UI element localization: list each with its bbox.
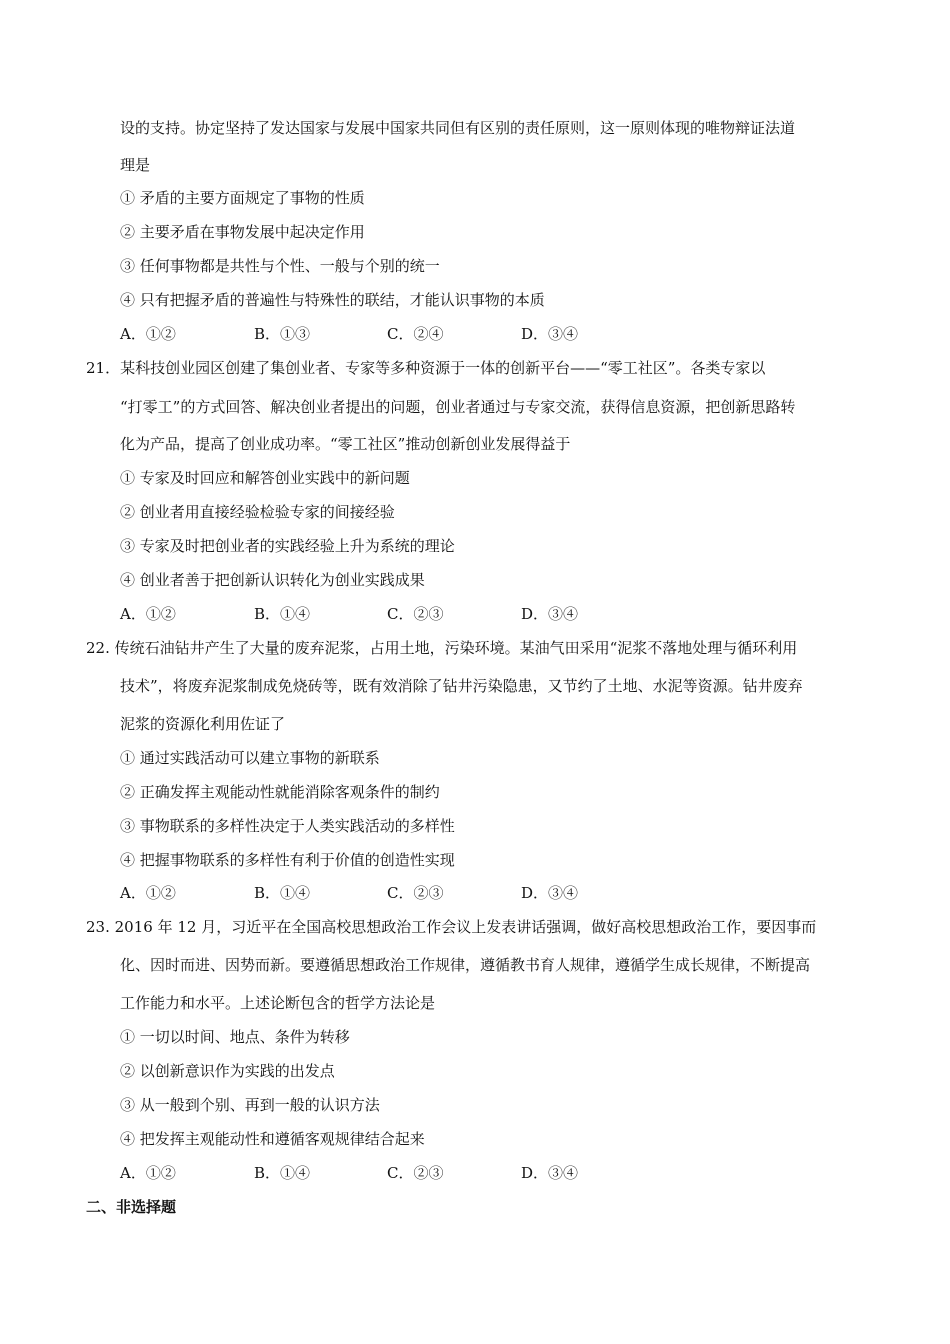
question-stem-line: 设的支持。协定坚持了发达国家与发展中国家共同但有区别的责任原则，这一原则体现的唯物辩证法道 [120,119,796,137]
option-statement: ④ 把握事物联系的多样性有利于价值的创造性实现 [120,851,455,869]
choice-b: B．①④ [254,1164,311,1182]
section-heading: 二、非选择题 [86,1198,177,1216]
choice-c: C．②③ [387,605,444,623]
option-statement: ② 正确发挥主观能动性就能消除客观条件的制约 [120,783,440,801]
option-statement: ③ 事物联系的多样性决定于人类实践活动的多样性 [120,817,455,835]
choice-d: D．③④ [521,325,579,343]
question-stem-line: 工作能力和水平。上述论断包含的哲学方法论是 [120,994,436,1012]
question-stem-line: “打零工”的方式回答、解决创业者提出的问题，创业者通过与专家交流，获得信息资源，把创新思路转 [120,398,796,416]
option-statement: ① 矛盾的主要方面规定了事物的性质 [120,189,365,207]
choice-d: D．③④ [521,1164,579,1182]
choice-a: A．①② [120,1164,176,1182]
choice-b: B．①④ [254,884,311,902]
option-statement: ① 通过实践活动可以建立事物的新联系 [120,749,380,767]
question-stem-line: 理是 [120,156,151,174]
question-stem-line: 化为产品，提高了创业成功率。“零工社区”推动创新创业发展得益于 [120,435,571,453]
option-statement: ④ 只有把握矛盾的普遍性与特殊性的联结，才能认识事物的本质 [120,291,545,309]
option-statement: ③ 专家及时把创业者的实践经验上升为系统的理论 [120,537,455,555]
option-statement: ② 以创新意识作为实践的出发点 [120,1062,335,1080]
choice-c: C．②③ [387,884,444,902]
choice-d: D．③④ [521,605,579,623]
option-statement: ③ 任何事物都是共性与个性、一般与个别的统一 [120,257,440,275]
option-statement: ① 一切以时间、地点、条件为转移 [120,1028,350,1046]
option-statement: ② 主要矛盾在事物发展中起决定作用 [120,223,365,241]
option-statement: ① 专家及时回应和解答创业实践中的新问题 [120,469,410,487]
question-stem-line: 技术”，将废弃泥浆制成免烧砖等，既有效消除了钻井污染隐患，又节约了土地、水泥等资源。钻井废弃 [120,677,803,695]
choice-b: B．①③ [254,325,311,343]
option-statement: ② 创业者用直接经验检验专家的间接经验 [120,503,395,521]
choice-b: B．①④ [254,605,311,623]
choice-a: A．①② [120,325,176,343]
option-statement: ④ 把发挥主观能动性和遵循客观规律结合起来 [120,1130,425,1148]
question-stem-line: 21．某科技创业园区创建了集创业者、专家等多种资源于一体的创新平台——“零工社区”。各类专家以 [86,359,766,377]
option-statement: ④ 创业者善于把创新认识转化为创业实践成果 [120,571,425,589]
question-stem-line: 23. 2016 年 12 月，习近平在全国高校思想政治工作会议上发表讲话强调，做好高校思想政治工作，要因事而 [86,918,817,936]
choice-a: A．①② [120,605,176,623]
question-stem-line: 泥浆的资源化利用佐证了 [120,715,286,733]
choice-a: A．①② [120,884,176,902]
choice-c: C．②③ [387,1164,444,1182]
choice-d: D．③④ [521,884,579,902]
question-stem-line: 22. 传统石油钻井产生了大量的废弃泥浆，占用土地，污染环境。某油气田采用“泥浆不落地处理与循环利用 [86,639,798,657]
choice-c: C．②④ [387,325,444,343]
option-statement: ③ 从一般到个别、再到一般的认识方法 [120,1096,380,1114]
question-stem-line: 化、因时而进、因势而新。要遵循思想政治工作规律，遵循教书育人规律，遵循学生成长规律，不断提高 [120,956,811,974]
